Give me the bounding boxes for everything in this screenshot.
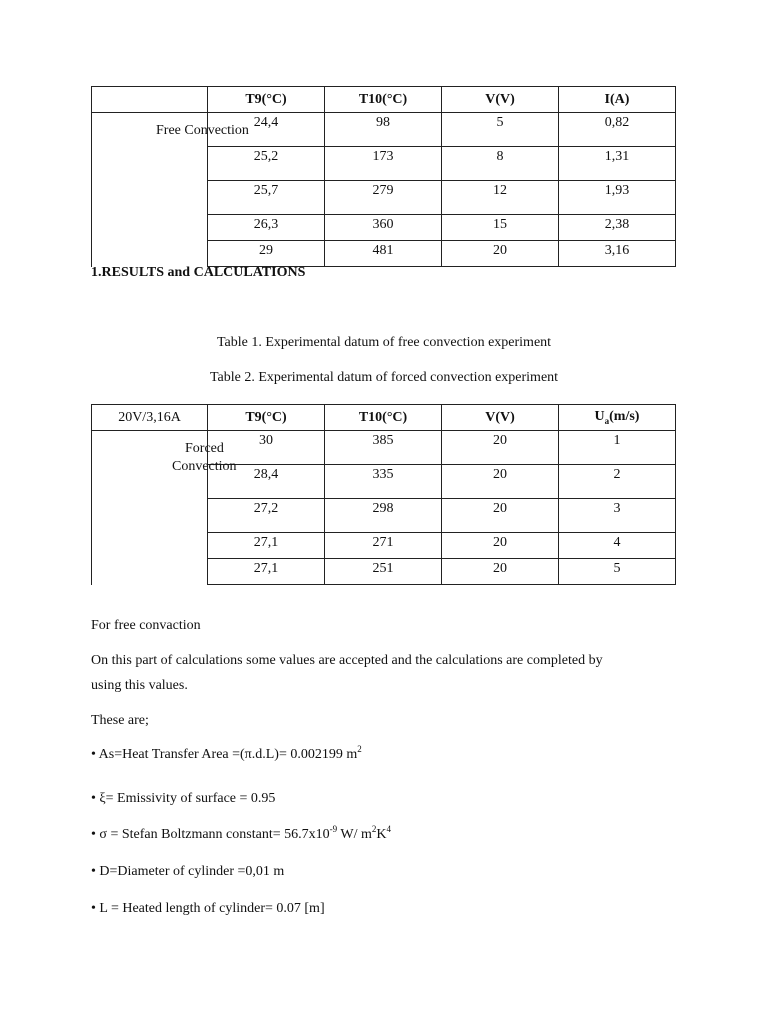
bullet-marker: • [91,747,96,762]
row-label-line1: Forced [185,441,224,456]
table-cell: 15 [442,215,559,241]
bullet-emissivity: • ξ= Emissivity of surface = 0.95 [91,791,276,806]
table-cell: 27,1 [208,559,325,585]
table-cell: 24,4 [208,113,325,147]
bullet-diameter: • D=Diameter of cylinder =0,01 m [91,864,285,879]
table2-caption: Table 2. Experimental datum of forced convection experiment [209,370,559,385]
header-empty [92,87,208,113]
header-t10: T10(°C) [325,405,442,431]
bullet-heated-length: • L = Heated length of cylinder= 0.07 [m] [91,901,325,916]
row-label-cell [92,431,237,585]
table-cell: 1 [559,431,676,465]
table1-left-tick [91,246,92,264]
table2-left-tick [91,564,92,581]
bullet-marker: • [91,864,96,879]
table-cell: 25,7 [208,181,325,215]
bullet-stefan-boltzmann: • σ = Stefan Boltzmann constant= $56.7x10^{-9}$ W/ $m^2K^4$ [91,824,391,842]
table-cell: 2,38 [559,215,676,241]
bullet-marker: • [91,901,96,916]
table-row [92,431,676,465]
table-cell: 1,31 [559,147,676,181]
table-cell: 1,93 [559,181,676,215]
header-current: I(A) [559,87,676,113]
table-cell: 30 [208,431,325,465]
intro-line-1: On this part of calculations some values are accepted and the calculations are completed by [91,653,603,668]
header-voltage: V(V) [442,87,559,113]
row-label-cell [92,113,249,267]
table-cell: 385 [325,431,442,465]
table1-caption: Table 1. Experimental datum of free convection experiment [216,335,552,350]
table-cell: 20 [442,499,559,533]
table-cell: 98 [325,113,442,147]
row-label: Free Convection [156,123,249,138]
header-condition: 20V/3,16A [92,405,208,431]
table-cell: 20 [442,431,559,465]
table-cell: 27,2 [208,499,325,533]
table-cell: 279 [325,181,442,215]
table-cell: 298 [325,499,442,533]
table-cell: 271 [325,533,442,559]
these-are-line: These are; [91,713,149,728]
table-row [92,113,676,147]
table-header-row [92,87,676,113]
table-cell: 3 [559,499,676,533]
forced-convection-table [91,404,676,585]
table-cell: 5 [559,559,676,585]
table-cell: 335 [325,465,442,499]
table-cell: 12 [442,181,559,215]
table-header-row [92,405,676,431]
table-cell: 20 [442,559,559,585]
table-cell: 20 [442,465,559,499]
header-velocity: $U_a(m/s)$ [559,405,676,431]
free-convection-table [91,86,676,267]
bullet-marker: • [91,827,96,842]
table-cell: 2 [559,465,676,499]
table-cell: 481 [325,241,442,267]
section-heading: 1.RESULTS and CALCULATIONS [91,265,306,280]
table-cell: 20 [442,533,559,559]
bullet-marker: • [91,791,96,806]
bullet-heat-transfer-area: • As=Heat Transfer Area =(π.d.L)= 0.002199 $m^2$ [91,744,362,762]
table-cell: 29 [208,241,325,267]
table-cell: 27,1 [208,533,325,559]
table-cell: 26,3 [208,215,325,241]
table-cell: 173 [325,147,442,181]
header-t10: T10(°C) [325,87,442,113]
for-free-line: For free convaction [91,618,201,633]
table-cell: 3,16 [559,241,676,267]
table-cell: 25,2 [208,147,325,181]
table-cell: 28,4 [208,465,325,499]
table-cell: 360 [325,215,442,241]
table-cell: 8 [442,147,559,181]
header-t9: T9(°C) [208,87,325,113]
intro-line-2: using this values. [91,678,188,693]
header-t9: T9(°C) [208,405,325,431]
row-label-line2: Convection [172,459,237,474]
table-cell: 20 [442,241,559,267]
table-cell: 0,82 [559,113,676,147]
table-cell: 4 [559,533,676,559]
table-cell: 5 [442,113,559,147]
table-cell: 251 [325,559,442,585]
header-voltage: V(V) [442,405,559,431]
